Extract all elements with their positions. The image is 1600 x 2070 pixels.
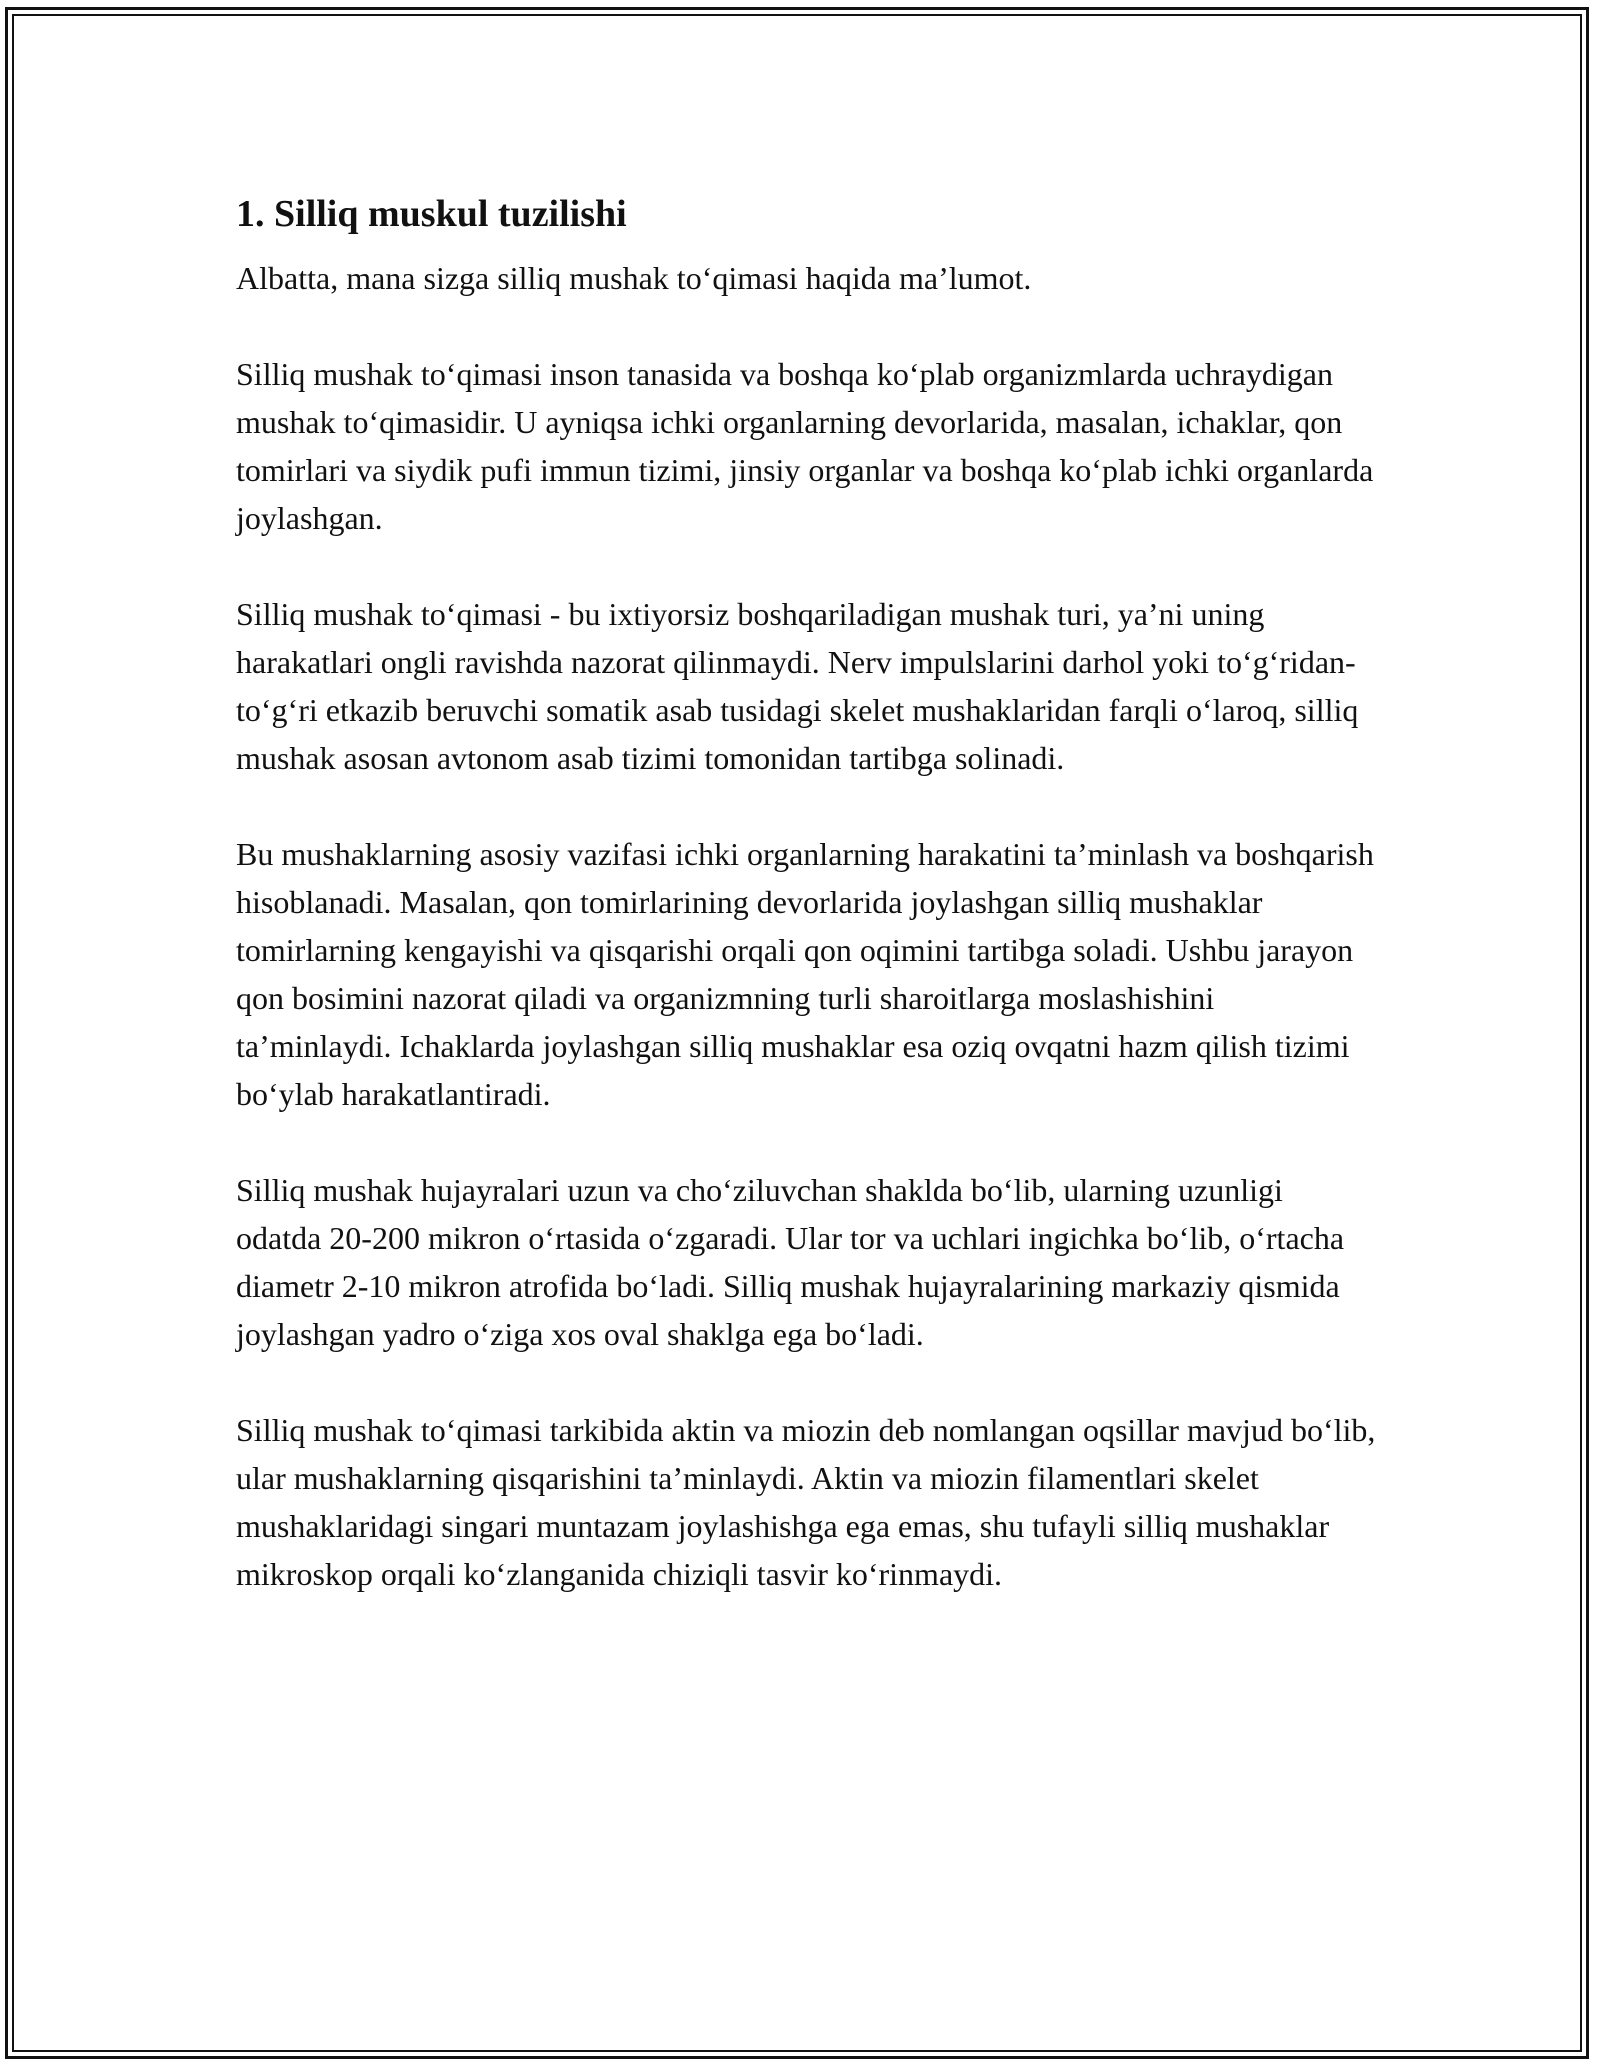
paragraph-cell-shape: Silliq mushak hujayralari uzun va cho‘ziluvchan shaklda bo‘lib, ularning uzunligi odatda 20-200 mikron o‘rtasida o‘zgaradi. Ular tor va uchlari ingichka bo‘lib, o‘rtacha diametr 2-10 mikron atrofida bo‘ladi. Silliq mushak hujayralarining markaziy qismida joylashgan yadro o‘ziga xos oval shaklga ega bo‘ladi. [236, 1172, 1345, 1352]
paragraph-intro: Albatta, mana sizga silliq mushak to‘qimasi haqida ma’lumot. [236, 260, 1032, 296]
paragraph-function: Bu mushaklarning asosiy vazifasi ichki organlarning harakatini ta’minlash va boshqarish hisoblanadi. Masalan, qon tomirlarining devorlarida joylashgan silliq mushaklar tomirlarning kengayishi va qisqarishi orqali qon oqimini tartibga soladi. Ushbu jarayon qon bosimini nazorat qiladi va organizmning turli sharoitlarga moslashishini ta’minlaydi. Ichaklarda joylashgan silliq mushaklar esa oziq ovqatni hazm qilish tizimi bo‘ylab harakatlantiradi. [236, 836, 1374, 1112]
document-body [236, 188, 1376, 1646]
paragraph-proteins: Silliq mushak to‘qimasi tarkibida aktin va miozin deb nomlangan oqsillar mavjud bo‘lib, ular mushaklarning qisqarishini ta’minlaydi. Aktin va miozin filamentlari skelet mushaklaridagi singari muntazam joylashishga ega emas, shu tufayli silliq mushaklar mikroskop orqali ko‘zlanganida chiziqli tasvir ko‘rinmaydi. [236, 1412, 1376, 1592]
section-heading: 1. Silliq muskul tuzilishi [236, 193, 627, 235]
paragraph-control: Silliq mushak to‘qimasi - bu ixtiyorsiz boshqariladigan mushak turi, ya’ni uning harakatlari ongli ravishda nazorat qilinmaydi. Nerv impulslarini darhol yoki to‘g‘ridan-to‘g‘ri etkazib beruvchi somatik asab tusidagi skelet mushaklaridan farqli o‘laroq, silliq mushak asosan avtonom asab tizimi tomonidan tartibga solinadi. [236, 596, 1359, 776]
paragraph-location: Silliq mushak to‘qimasi inson tanasida va boshqa ko‘plab organizmlarda uchraydigan mushak to‘qimasidir. U ayniqsa ichki organlarning devorlarida, masalan, ichaklar, qon tomirlari va siydik pufi immun tizimi, jinsiy organlar va boshqa ko‘plab ichki organlarda joylashgan. [236, 356, 1374, 536]
